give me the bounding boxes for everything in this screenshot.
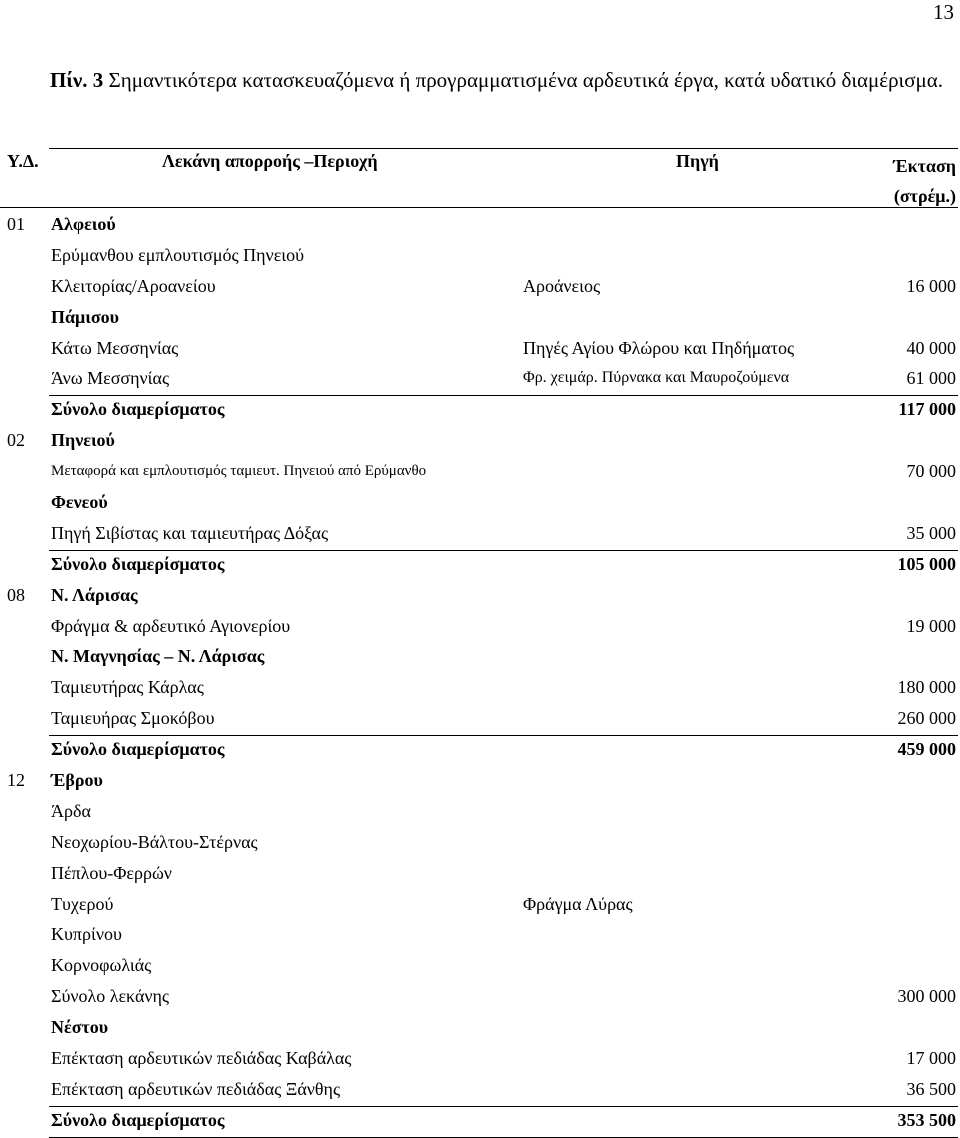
row-code: 01	[7, 214, 25, 234]
row-area: 180 000	[897, 677, 956, 698]
row-area: 19 000	[906, 615, 956, 636]
caption-text: Σημαντικότερα κατασκευαζόμενα ή προγραμματισμένα αρδευτικά έργα, κατά υδατικό διαμέρισμα.	[103, 68, 944, 92]
row-source: Φρ. χειμάρ. Πύρνακα και Μαυροζούμενα	[523, 369, 790, 387]
row-name: Ν. Μαγνησίας – Ν. Λάρισας	[51, 646, 265, 667]
row-code: 08	[7, 584, 25, 605]
table-row	[0, 765, 958, 796]
row-area: 17 000	[906, 1048, 956, 1069]
table-row	[0, 641, 958, 672]
row-name: Ερύμανθου εμπλουτισμός Πηνειού	[51, 244, 305, 265]
table-row	[0, 672, 958, 703]
header-basin: Λεκάνη απορροής –Περιοχή	[162, 151, 378, 171]
header-rule	[0, 207, 958, 208]
table-row	[0, 1105, 958, 1136]
row-area: 117 000	[898, 399, 956, 420]
row-name: Πηγή Σιβίστας και ταμιευτήρας Δόξας	[51, 522, 329, 543]
page-number: 13	[933, 0, 954, 24]
table-row	[0, 858, 958, 889]
row-name: Αλφειού	[51, 214, 116, 234]
table-row	[0, 425, 958, 456]
table-row	[0, 240, 958, 271]
header-extent	[893, 151, 956, 211]
row-area: 16 000	[906, 275, 956, 296]
table-row	[0, 950, 958, 981]
row-name: Κορνοφωλιάς	[51, 955, 152, 976]
table-row	[0, 703, 958, 734]
header-extent-label: Έκταση	[893, 156, 956, 176]
row-source: Πηγές Αγίου Φλώρου και Πηδήματος	[523, 337, 795, 358]
table-row	[0, 796, 958, 827]
table-row	[0, 363, 958, 394]
table-row	[0, 333, 958, 364]
row-name: Κλειτορίας/Αροανείου	[51, 275, 216, 296]
table-row	[0, 549, 958, 580]
table-row	[0, 1074, 958, 1105]
row-name: Πηνειού	[51, 430, 115, 451]
row-area: 35 000	[906, 522, 956, 543]
row-name: Σύνολο διαμερίσματος	[51, 553, 225, 574]
row-source: Φράγμα Λύρας	[523, 893, 633, 914]
caption-label: Πίν. 3	[50, 68, 104, 92]
row-name: Φράγμα & αρδευτικό Αγιονερίου	[51, 615, 291, 636]
table-header	[0, 151, 958, 211]
row-name: Σύνολο λεκάνης	[51, 986, 170, 1007]
table-row	[0, 889, 958, 920]
table-row	[0, 271, 958, 302]
row-name: Πέπλου-Φερρών	[51, 862, 172, 883]
row-code: 02	[7, 430, 25, 451]
row-name: Μεταφορά και εμπλουτισμός ταμιευτ. Πηνειού από Ερύμανθο	[51, 463, 427, 480]
row-name: Άνω Μεσσηνίας	[51, 368, 170, 389]
row-name: Ταμιευήρας Σμοκόβου	[51, 708, 215, 729]
table-row	[0, 611, 958, 642]
row-name: Ν. Λάρισας	[51, 584, 138, 605]
row-area: 105 000	[897, 553, 956, 574]
table-row	[0, 209, 958, 240]
row-area: 353 500	[897, 1109, 956, 1130]
row-area: 70 000	[906, 461, 956, 482]
row-name: Τυχερού	[51, 893, 114, 914]
table-caption	[50, 64, 950, 96]
table-body	[0, 209, 958, 1136]
row-name: Κάτω Μεσσηνίας	[51, 337, 179, 358]
table-row	[0, 827, 958, 858]
row-area: 300 000	[897, 986, 956, 1007]
row-name: Άρδα	[51, 800, 91, 821]
row-name: Σύνολο διαμερίσματος	[51, 399, 225, 420]
row-name: Ταμιευτήρας Κάρλας	[51, 677, 204, 698]
row-area: 459 000	[897, 739, 956, 760]
row-name: Πάμισου	[51, 306, 119, 327]
table-row	[0, 302, 958, 333]
table-row	[0, 487, 958, 518]
row-name: Κυπρίνου	[51, 924, 122, 945]
table-row	[0, 1012, 958, 1043]
table-top-rule	[49, 148, 958, 149]
table-row	[0, 734, 958, 765]
row-area: 61 000	[906, 368, 956, 389]
table-row	[0, 580, 958, 611]
row-name: Σύνολο διαμερίσματος	[51, 739, 225, 760]
table-row	[0, 394, 958, 425]
table-row	[0, 1043, 958, 1074]
row-area: 260 000	[897, 708, 956, 729]
row-area: 36 500	[906, 1078, 956, 1099]
row-name: Έβρου	[51, 770, 103, 791]
table-row	[0, 456, 958, 487]
row-name: Φενεού	[51, 492, 108, 513]
header-code: Υ.Δ.	[7, 151, 39, 171]
row-area: 40 000	[906, 337, 956, 358]
header-extent-unit: (στρέμ.)	[893, 186, 956, 206]
row-name: Επέκταση αρδευτικών πεδιάδας Καβάλας	[51, 1048, 352, 1069]
row-name: Επέκταση αρδευτικών πεδιάδας Ξάνθης	[51, 1078, 341, 1099]
row-name: Σύνολο διαμερίσματος	[51, 1109, 225, 1130]
row-name: Νεοχωρίου-Βάλτου-Στέρνας	[51, 831, 258, 852]
row-code: 12	[7, 770, 25, 791]
row-name: Νέστου	[51, 1017, 109, 1038]
table-row	[0, 981, 958, 1012]
header-source: Πηγή	[676, 151, 719, 171]
row-source: Αροάνειος	[523, 275, 601, 296]
table-row	[0, 919, 958, 950]
table-row	[0, 518, 958, 549]
